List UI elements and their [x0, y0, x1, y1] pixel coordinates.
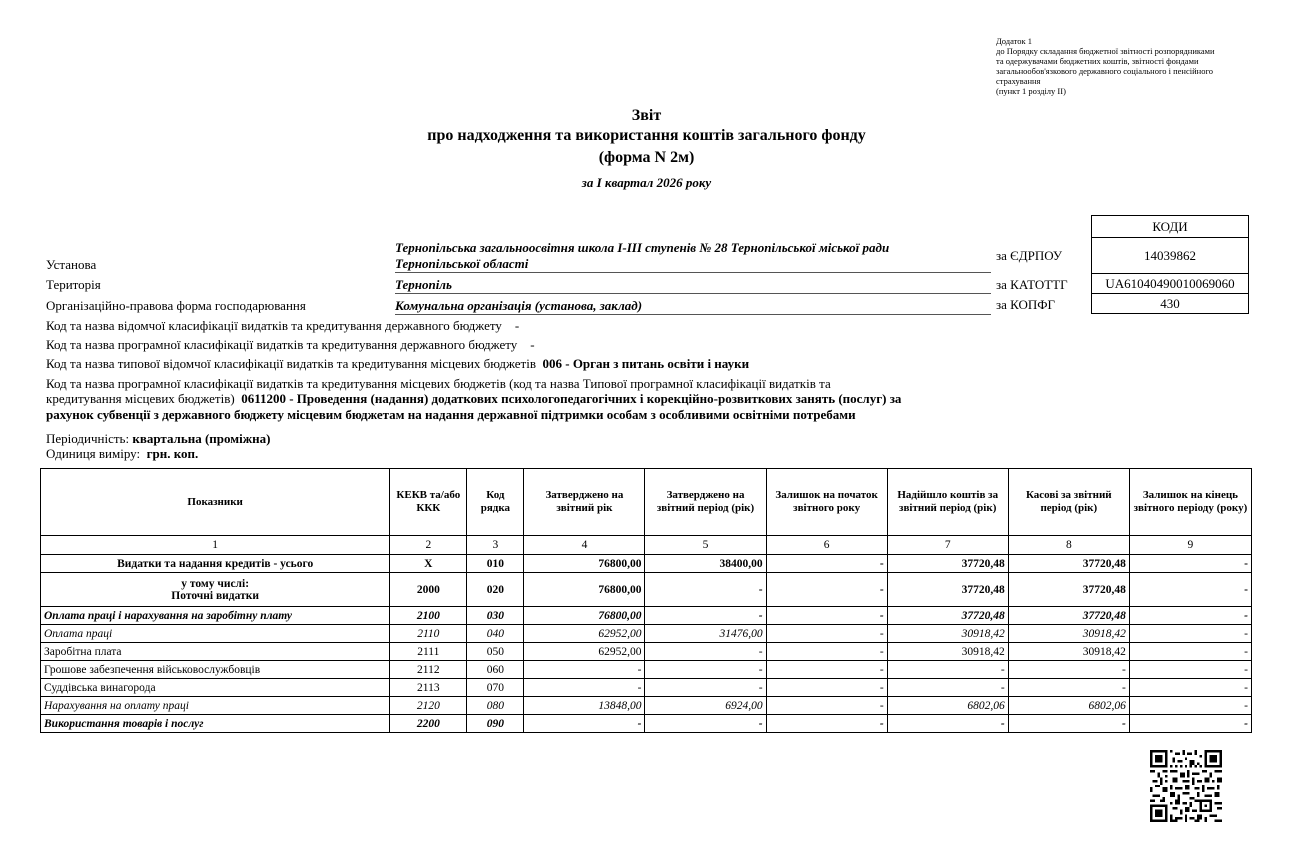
- column-number: 4: [524, 536, 645, 555]
- codes-table: [1091, 215, 1249, 314]
- cell-approved-year: 62952,00: [524, 625, 645, 643]
- prog-class-row: [46, 337, 535, 353]
- column-number: 5: [645, 536, 766, 555]
- cell-balance-end: -: [1129, 715, 1251, 733]
- row-kekv: 2111: [390, 643, 467, 661]
- row-name: Нарахування на оплату праці: [41, 697, 390, 715]
- katottg-code: UA61040490010069060: [1092, 274, 1249, 294]
- periodicity-row: [46, 431, 270, 447]
- row-code: 060: [467, 661, 524, 679]
- cell-received: -: [887, 679, 1008, 697]
- cell-balance-start: -: [766, 661, 887, 679]
- cell-approved-period: -: [645, 573, 766, 607]
- cell-balance-start: -: [766, 697, 887, 715]
- row-name: Оплата праці і нарахування на заробітну плату: [41, 607, 390, 625]
- local-prog-row: [46, 391, 901, 407]
- cell-cash: -: [1008, 661, 1129, 679]
- row-code: 030: [467, 607, 524, 625]
- institution-line: Тернопільської області: [395, 256, 529, 271]
- row-name-line: у тому числі:: [181, 577, 250, 590]
- table-header-row: [41, 469, 1252, 536]
- cell-approved-year: -: [524, 679, 645, 697]
- cell-received: -: [887, 661, 1008, 679]
- cell-balance-end: -: [1129, 625, 1251, 643]
- row-kekv: 2120: [390, 697, 467, 715]
- unit-label: Одиниця виміру:: [46, 446, 141, 461]
- cell-balance-end: -: [1129, 555, 1251, 573]
- table-row: [41, 573, 1252, 607]
- local-prog-label-line: Код та назва програмної класифікації видатків та кредитування місцевих бюджетів (код та назва Типової програмної класифікації видатків та: [46, 376, 831, 391]
- column-number-row: [41, 536, 1252, 555]
- dept-class-label: Код та назва відомчої класифікації видатків та кредитування державного бюджету: [46, 318, 502, 333]
- annex-line: страхування: [996, 76, 1041, 86]
- column-number: 3: [467, 536, 524, 555]
- cell-balance-end: -: [1129, 661, 1251, 679]
- cell-received: 37720,48: [887, 555, 1008, 573]
- row-code: 070: [467, 679, 524, 697]
- territory-label: Територія: [46, 277, 101, 292]
- dept-class-row: [46, 318, 519, 334]
- cell-balance-start: -: [766, 643, 887, 661]
- row-kekv: 2112: [390, 661, 467, 679]
- row-code: 080: [467, 697, 524, 715]
- row-kekv: 2200: [390, 715, 467, 733]
- prog-class-label: Код та назва програмної класифікації видатків та кредитування державного бюджету: [46, 337, 518, 352]
- cell-balance-end: -: [1129, 679, 1251, 697]
- annex-line: Додаток 1: [996, 36, 1033, 46]
- cell-received: 37720,48: [887, 573, 1008, 607]
- cell-approved-year: -: [524, 661, 645, 679]
- cell-received: 30918,42: [887, 643, 1008, 661]
- report-period: за I квартал 2026 року: [581, 175, 712, 190]
- row-name-line: Поточні видатки: [171, 589, 259, 602]
- row-code: 040: [467, 625, 524, 643]
- cell-approved-period: 38400,00: [645, 555, 766, 573]
- qr-code-icon: [1150, 750, 1222, 822]
- cell-approved-year: 13848,00: [524, 697, 645, 715]
- cell-approved-period: 31476,00: [645, 625, 766, 643]
- column-number: 8: [1008, 536, 1129, 555]
- cell-balance-start: -: [766, 679, 887, 697]
- cell-cash: 37720,48: [1008, 573, 1129, 607]
- column-header: Залишок на початок звітного року: [766, 469, 887, 536]
- cell-balance-start: -: [766, 607, 887, 625]
- cell-received: 30918,42: [887, 625, 1008, 643]
- cell-approved-year: 62952,00: [524, 643, 645, 661]
- institution-label: Установа: [46, 257, 97, 272]
- column-header: Показники: [41, 469, 390, 536]
- column-header: Касові за звітний період (рік): [1008, 469, 1129, 536]
- cell-approved-period: -: [645, 661, 766, 679]
- column-number: 9: [1129, 536, 1251, 555]
- column-number: 1: [41, 536, 390, 555]
- edrpou-label: за ЄДРПОУ: [996, 248, 1063, 263]
- cell-balance-start: -: [766, 715, 887, 733]
- prog-class-value: -: [530, 337, 535, 352]
- cell-approved-period: -: [645, 679, 766, 697]
- cell-cash: 6802,06: [1008, 697, 1129, 715]
- cell-approved-year: 76800,00: [524, 607, 645, 625]
- org-form-label: Організаційно-правова форма господарювання: [46, 298, 306, 313]
- table-row: [41, 643, 1252, 661]
- row-kekv: X: [390, 555, 467, 573]
- table-row: [41, 607, 1252, 625]
- row-name: [41, 573, 390, 607]
- cell-balance-end: -: [1129, 643, 1251, 661]
- cell-balance-end: -: [1129, 607, 1251, 625]
- table-row: [41, 625, 1252, 643]
- cell-approved-year: -: [524, 715, 645, 733]
- cell-received: 37720,48: [887, 607, 1008, 625]
- edrpou-code: 14039862: [1092, 238, 1249, 274]
- annex-line: (пункт 1 розділу II): [996, 86, 1066, 96]
- kopfg-label: за КОПФГ: [996, 297, 1056, 312]
- periodicity-label: Періодичність:: [46, 431, 130, 446]
- annex-line: до Порядку складання бюджетної звітності розпорядниками: [996, 46, 1215, 56]
- institution-name: [395, 240, 991, 273]
- report-subtitle: про надходження та використання коштів загального фонду: [427, 127, 866, 144]
- cell-balance-start: -: [766, 555, 887, 573]
- cell-approved-year: 76800,00: [524, 573, 645, 607]
- table-row: [41, 679, 1252, 697]
- row-name: Видатки та надання кредитів - усього: [41, 555, 390, 573]
- column-header: Затверджено на звітний період (рік): [645, 469, 766, 536]
- cell-cash: 37720,48: [1008, 555, 1129, 573]
- typical-class-row: [46, 356, 749, 372]
- row-kekv: 2113: [390, 679, 467, 697]
- cell-cash: 30918,42: [1008, 625, 1129, 643]
- local-prog-label: кредитування місцевих бюджетів): [46, 391, 235, 406]
- row-kekv: 2000: [390, 573, 467, 607]
- table-row: [41, 555, 1252, 573]
- column-header: КЕКВ та/або ККК: [390, 469, 467, 536]
- cell-approved-period: -: [645, 607, 766, 625]
- column-header: Залишок на кінець звітного періоду (року): [1129, 469, 1251, 536]
- institution-line: Тернопільська загальноосвітня школа І-ІІІ ступенів № 28 Тернопільської міської ради: [395, 240, 890, 255]
- org-form-value: Комунальна організація (установа, заклад): [395, 298, 991, 315]
- column-header: Надійшло коштів за звітний період (рік): [887, 469, 1008, 536]
- row-name: Заробітна плата: [41, 643, 390, 661]
- typical-class-value: 006 - Орган з питань освіти і науки: [542, 356, 750, 371]
- table-row: [41, 715, 1252, 733]
- annex-note: [996, 36, 1246, 96]
- row-name: Суддівська винагорода: [41, 679, 390, 697]
- cell-balance-end: -: [1129, 697, 1251, 715]
- report-form-number: (форма N 2м): [598, 149, 695, 166]
- periodicity-value: квартальна (проміжна): [132, 431, 271, 446]
- row-code: 010: [467, 555, 524, 573]
- row-name: Грошове забезпечення військовослужбовців: [41, 661, 390, 679]
- local-prog-value: 0611200 - Проведення (надання) додаткових психологопедагогічних і корекційно-розвиткових занять (послуг) за: [241, 391, 902, 406]
- row-code: 090: [467, 715, 524, 733]
- cell-approved-year: 76800,00: [524, 555, 645, 573]
- cell-balance-start: -: [766, 573, 887, 607]
- column-number: 6: [766, 536, 887, 555]
- row-name: Оплата праці: [41, 625, 390, 643]
- katottg-label: за КАТОТТГ: [996, 277, 1068, 292]
- column-number: 2: [390, 536, 467, 555]
- cell-cash: 30918,42: [1008, 643, 1129, 661]
- cell-received: -: [887, 715, 1008, 733]
- kopfg-code: 430: [1092, 294, 1249, 314]
- cell-balance-start: -: [766, 625, 887, 643]
- typical-class-label: Код та назва типової відомчої класифікації видатків та кредитування місцевих бюджетів: [46, 356, 536, 371]
- unit-row: [46, 446, 198, 462]
- cell-received: 6802,06: [887, 697, 1008, 715]
- row-name: Використання товарів і послуг: [41, 715, 390, 733]
- annex-line: загальнообов'язкового державного соціального і пенсійного: [996, 66, 1213, 76]
- territory-value: Тернопіль: [395, 277, 991, 294]
- table-row: [41, 661, 1252, 679]
- codes-header: КОДИ: [1092, 216, 1249, 238]
- table-row: [41, 697, 1252, 715]
- cell-cash: -: [1008, 679, 1129, 697]
- cell-cash: 37720,48: [1008, 607, 1129, 625]
- row-code: 020: [467, 573, 524, 607]
- column-number: 7: [887, 536, 1008, 555]
- cell-balance-end: -: [1129, 573, 1251, 607]
- row-code: 050: [467, 643, 524, 661]
- cell-approved-period: 6924,00: [645, 697, 766, 715]
- row-kekv: 2100: [390, 607, 467, 625]
- cell-approved-period: -: [645, 643, 766, 661]
- column-header: Затверджено на звітний рік: [524, 469, 645, 536]
- cell-cash: -: [1008, 715, 1129, 733]
- report-table: [40, 468, 1252, 733]
- report-title: Звіт: [631, 107, 662, 124]
- local-prog-value-line: рахунок субвенції з державного бюджету місцевим бюджетам на надання державної підтримки особам з особливими освітніми потребами: [46, 407, 856, 422]
- cell-approved-period: -: [645, 715, 766, 733]
- dept-class-value: -: [514, 318, 520, 333]
- unit-value: грн. коп.: [146, 446, 199, 461]
- annex-line: та одержувачами бюджетних коштів, звітності фондами: [996, 56, 1199, 66]
- column-header: Код рядка: [467, 469, 524, 536]
- row-kekv: 2110: [390, 625, 467, 643]
